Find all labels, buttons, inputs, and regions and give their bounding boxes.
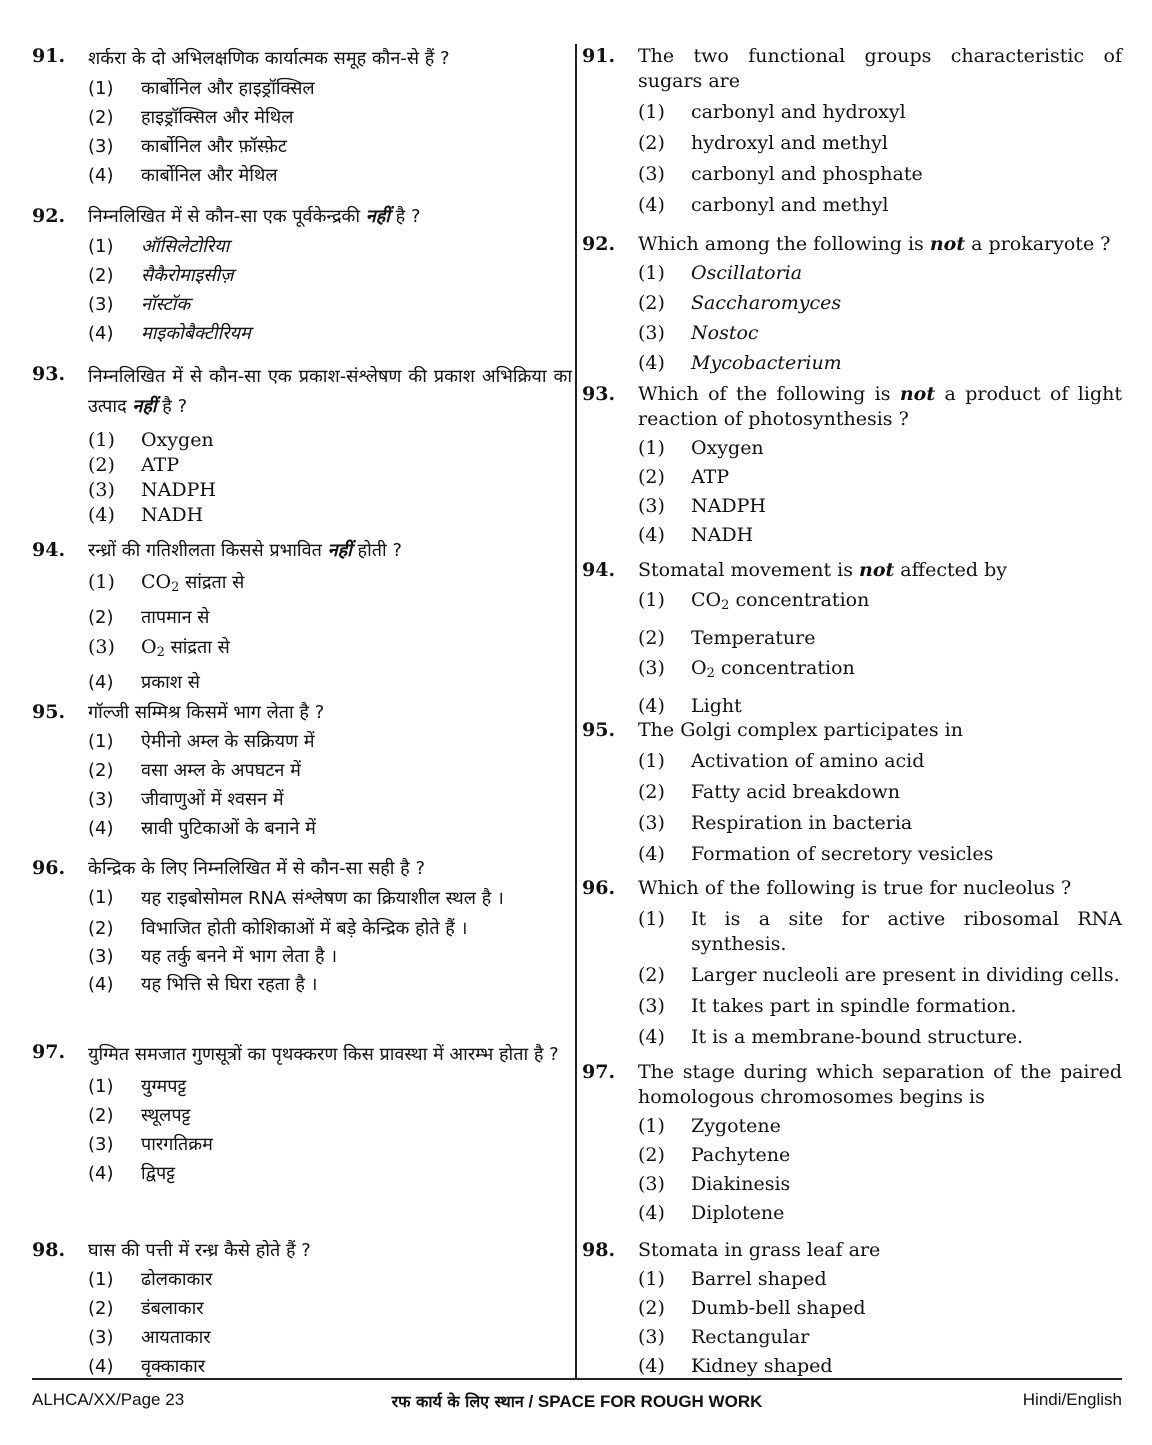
- option-number: (1): [638, 437, 665, 459]
- option-number: (3): [638, 812, 665, 834]
- option-number: (2): [638, 132, 665, 154]
- option-number: (1): [88, 1269, 114, 1290]
- option-number: (2): [88, 107, 114, 128]
- option-text: आयताकार: [141, 1327, 211, 1348]
- question-text-post: होती ?: [351, 540, 402, 561]
- question-text: युग्मित समजात गुणसूत्रों का पृथक्करण किस प्रावस्था में आरम्भ होता है ?: [88, 1044, 559, 1065]
- question-91-english: [582, 44, 1122, 232]
- option-text: Larger nucleoli are present in dividing cells.: [691, 964, 1120, 986]
- option: [88, 1354, 572, 1379]
- option-text: carbonyl and phosphate: [691, 163, 923, 185]
- question-92-hindi: [32, 204, 572, 362]
- option-number: (3): [88, 479, 115, 501]
- question-text: गॉल्जी सम्मिश्र किसमें भाग लेता है ?: [88, 702, 325, 723]
- option-number: (2): [88, 1298, 114, 1319]
- option-number: (2): [638, 627, 665, 649]
- option-text: ऑसिलेटोरिया: [141, 236, 230, 257]
- question-text: [638, 232, 1122, 257]
- option-text: वसा अम्ल के अपघटन में: [141, 760, 301, 781]
- option-number: (4): [88, 974, 114, 995]
- option: [88, 1325, 572, 1350]
- option: [638, 321, 1122, 346]
- option: [638, 193, 1122, 218]
- option-number: (4): [88, 323, 114, 344]
- option: [638, 656, 1122, 686]
- option: [88, 478, 572, 503]
- option-number: (2): [638, 1144, 665, 1166]
- option-number: (2): [638, 781, 665, 803]
- option-text: स्रावी पुटिकाओं के बनाने में: [141, 818, 316, 839]
- question-text: The Golgi complex participates in: [638, 719, 963, 741]
- option: [88, 670, 572, 695]
- question-text: [88, 362, 572, 422]
- option-text: [141, 635, 572, 665]
- rough-work-label: [32, 1390, 1122, 1412]
- option-number: (3): [638, 657, 665, 679]
- option-text: Dumb-bell shaped: [691, 1297, 866, 1319]
- option-text: Oxygen: [141, 429, 214, 451]
- option: [88, 428, 572, 453]
- option: [88, 787, 572, 812]
- option-number: (3): [638, 995, 665, 1017]
- subscript: 2: [721, 598, 730, 613]
- option: [88, 635, 572, 665]
- option-number: (1): [638, 589, 665, 611]
- option-text: Barrel shaped: [691, 1268, 827, 1290]
- option-number: (4): [88, 504, 115, 526]
- option: [638, 1025, 1122, 1050]
- option-text: NADH: [141, 504, 204, 526]
- option: [88, 453, 572, 478]
- option: [88, 816, 572, 841]
- question-text-post: है ?: [156, 396, 188, 417]
- question-text-pre: Which of the following is: [638, 383, 900, 405]
- option-text-rest: सांद्रता से: [164, 637, 230, 658]
- option-text: द्विपट्ट: [141, 1163, 176, 1184]
- option: [638, 1267, 1122, 1292]
- question-text: शर्करा के दो अभिलक्षणिक कार्यात्मक समूह कौन-से हैं ?: [88, 48, 450, 69]
- question-94-english: [582, 558, 1122, 718]
- option-number: (4): [88, 165, 114, 186]
- option-text: युग्मपट्ट: [141, 1076, 187, 1097]
- option: [88, 885, 572, 913]
- option-number: (1): [638, 1268, 665, 1290]
- question-text-pre: Which among the following is: [638, 233, 930, 255]
- option-text: Nostoc: [691, 322, 759, 344]
- option: [638, 588, 1122, 618]
- option: [88, 1103, 572, 1128]
- option-text: Mycobacterium: [691, 352, 842, 374]
- question-text-emphasis: not: [899, 383, 936, 405]
- option-text: carbonyl and hydroxyl: [691, 101, 906, 123]
- question-text: घास की पत्ती में रन्ध्र कैसे होते हैं ?: [88, 1240, 311, 1261]
- option: [88, 234, 572, 259]
- option-number: (3): [638, 495, 665, 517]
- option-number: (2): [88, 454, 115, 476]
- question-text: Which of the following is true for nucleolus ?: [638, 877, 1072, 899]
- question-text: The stage during which separation of the paired homologous chromosomes begins is: [638, 1061, 1122, 1108]
- question-text: Stomata in grass leaf are: [638, 1239, 881, 1261]
- option-number: (4): [638, 352, 665, 374]
- subscript: 2: [706, 666, 715, 681]
- option-text: नॉस्टॉक: [141, 294, 191, 315]
- question-number: 95.: [32, 701, 66, 723]
- option-text: यह तर्कु बनने में भाग लेता है ।: [141, 946, 338, 967]
- option: [638, 994, 1122, 1019]
- question-96-hindi: [32, 856, 572, 1040]
- option: [638, 626, 1122, 651]
- option-text: Oscillatoria: [691, 262, 803, 284]
- question-95-english: [582, 718, 1122, 876]
- option-text: Formation of secretory vesicles: [691, 843, 994, 865]
- question-text-emphasis: नहीं: [132, 396, 157, 417]
- option-number: (2): [88, 918, 114, 939]
- option: [638, 1354, 1122, 1379]
- option-text: Oxygen: [691, 437, 764, 459]
- question-95-hindi: [32, 700, 572, 856]
- column-divider: [575, 44, 577, 1378]
- question-number: 93.: [32, 363, 66, 385]
- option-text: Kidney shaped: [691, 1355, 833, 1377]
- option-number: (3): [88, 1134, 114, 1155]
- option: [638, 749, 1122, 774]
- option: [88, 292, 572, 317]
- option: [638, 162, 1122, 187]
- question-text-pre: रन्ध्रों की गतिशीलता किससे प्रभावित: [88, 540, 328, 561]
- footer-rule: [32, 1378, 1122, 1380]
- option: [88, 972, 572, 997]
- option-text: Fatty acid breakdown: [691, 781, 900, 803]
- question-93-hindi: [32, 362, 572, 538]
- question-text: [638, 382, 1122, 432]
- question-number: 94.: [582, 559, 616, 581]
- option-number: (4): [638, 524, 665, 546]
- option-number: (3): [88, 294, 114, 315]
- option: [638, 1172, 1122, 1197]
- page-footer: [32, 1386, 1122, 1416]
- option-number: (1): [88, 236, 114, 257]
- question-text: [88, 204, 572, 229]
- option-text: It is a site for active ribosomal RNA synthesis.: [691, 908, 1122, 955]
- question-text-post: a product of light reaction of photosynthesis ?: [638, 383, 1122, 430]
- option-number: (3): [88, 136, 114, 157]
- question-93-english: [582, 382, 1122, 558]
- question-text: The two functional groups characteristic of sugars are: [638, 45, 1122, 92]
- option: [88, 916, 572, 941]
- option: [88, 1267, 572, 1292]
- option-text: जीवाणुओं में श्वसन में: [141, 789, 284, 810]
- option-number: (2): [88, 760, 114, 781]
- option-number: (1): [638, 1115, 665, 1137]
- option: [638, 780, 1122, 805]
- option-text: Rectangular: [691, 1326, 810, 1348]
- option-text: कार्बोनिल और फ़ॉस्फ़ेट: [141, 136, 287, 157]
- option-number: (4): [638, 194, 665, 216]
- option: [88, 134, 572, 159]
- option-number: (1): [88, 78, 114, 99]
- question-text-pre: निम्नलिखित में से कौन-सा एक पूर्वकेन्द्रकी: [88, 206, 366, 227]
- question-number: 91.: [32, 45, 66, 67]
- option-text: Pachytene: [691, 1144, 791, 1166]
- option-text: It takes part in spindle formation.: [691, 995, 1017, 1017]
- option: [88, 321, 572, 346]
- option-number: (4): [88, 1356, 114, 1377]
- option-number: (2): [88, 1105, 114, 1126]
- option-number: (3): [88, 636, 115, 658]
- option-number: (2): [638, 1297, 665, 1319]
- option-number: (1): [638, 262, 665, 284]
- option-number: (3): [638, 163, 665, 185]
- option-text: विभाजित होती कोशिकाओं में बड़े केन्द्रिक होते हैं ।: [141, 918, 468, 939]
- option-text: डंबलाकार: [141, 1298, 204, 1319]
- option-text: [691, 588, 1122, 618]
- option: [638, 351, 1122, 376]
- option-text: यह भित्ति से घिरा रहता है ।: [141, 974, 318, 995]
- option: [88, 503, 572, 528]
- option: [88, 570, 572, 600]
- formula: O: [691, 657, 707, 679]
- option: [638, 1296, 1122, 1321]
- option-text: It is a membrane-bound structure.: [691, 1026, 1024, 1048]
- question-97-english: [582, 1060, 1122, 1238]
- option: [88, 105, 572, 130]
- option-text: [691, 656, 1122, 686]
- option-text: Light: [691, 695, 742, 717]
- question-number: 97.: [582, 1061, 616, 1083]
- option-text: तापमान से: [141, 607, 210, 628]
- option-number: (2): [88, 265, 114, 286]
- rough-work-english: SPACE FOR ROUGH WORK: [537, 1392, 763, 1411]
- option-text: पारगतिक्रम: [141, 1134, 213, 1155]
- option-text: Zygotene: [691, 1115, 781, 1137]
- option: [88, 605, 572, 630]
- option-text: Temperature: [691, 627, 816, 649]
- option-number: (2): [88, 607, 114, 628]
- option-text: hydroxyl and methyl: [691, 132, 888, 154]
- option-text: ऐमीनो अम्ल के सक्रियण में: [141, 731, 315, 752]
- option-text-rest: concentration: [714, 657, 855, 679]
- option-number: (1): [88, 887, 114, 908]
- option-text: Diplotene: [691, 1202, 785, 1224]
- option-number: (1): [638, 908, 665, 930]
- subscript: 2: [171, 580, 180, 595]
- language-label: Hindi/English: [1022, 1390, 1122, 1409]
- option-text: कार्बोनिल और मेथिल: [141, 165, 278, 186]
- formula: CO: [691, 589, 722, 611]
- option-text: NADH: [691, 524, 754, 546]
- option-number: (1): [638, 101, 665, 123]
- option: [88, 758, 572, 783]
- option: [638, 907, 1122, 957]
- question-96-english: [582, 876, 1122, 1060]
- option: [638, 1114, 1122, 1139]
- option: [88, 944, 572, 969]
- question-text-emphasis: नहीं: [365, 206, 390, 227]
- subscript: 2: [156, 645, 165, 660]
- option-number: (4): [638, 1355, 665, 1377]
- question-text-emphasis: not: [929, 233, 966, 255]
- option: [88, 263, 572, 288]
- option-text-rest: concentration: [729, 589, 870, 611]
- question-number: 97.: [32, 1041, 66, 1063]
- option-text: NADPH: [691, 495, 766, 517]
- rough-work-hindi: रफ कार्य के लिए स्थान: [391, 1392, 524, 1411]
- question-text-emphasis: नहीं: [327, 540, 352, 561]
- question-text-post: affected by: [894, 559, 1007, 581]
- option: [638, 465, 1122, 490]
- option-number: (3): [638, 1173, 665, 1195]
- option-number: (4): [638, 1202, 665, 1224]
- option-number: (4): [88, 672, 114, 693]
- formula: O: [141, 636, 157, 658]
- question-text: केन्द्रिक के लिए निम्नलिखित में से कौन-सा सही है ?: [88, 858, 426, 879]
- question-91-hindi: [32, 44, 572, 204]
- option: [638, 131, 1122, 156]
- question-98-hindi: [32, 1238, 572, 1378]
- option-text: सैकैरोमाइसीज़: [141, 265, 234, 286]
- option-number: (2): [638, 292, 665, 314]
- option-text: Diakinesis: [691, 1173, 791, 1195]
- hindi-column: [32, 44, 572, 1378]
- question-text-pre: निम्नलिखित में से कौन-सा एक प्रकाश-संश्लेषण की प्रकाश अभिक्रिया का उत्पाद: [88, 366, 572, 417]
- formula: CO: [141, 571, 172, 593]
- option-number: (4): [88, 1163, 114, 1184]
- option-number: (3): [638, 1326, 665, 1348]
- option-text: ATP: [141, 454, 180, 476]
- option-text: वृक्काकार: [141, 1356, 206, 1377]
- option-text: Saccharomyces: [691, 292, 842, 314]
- question-97-hindi: [32, 1040, 572, 1238]
- option-number: (4): [638, 1026, 665, 1048]
- option-text: यह राइबोसोमल RNA संश्लेषण का क्रियाशील स्थल है ।: [141, 888, 504, 909]
- option-text: NADPH: [141, 479, 216, 501]
- page-code: ALHCA/XX/Page 23: [32, 1390, 185, 1409]
- option-number: (2): [638, 964, 665, 986]
- question-text: [88, 538, 572, 563]
- question-text-post: a prokaryote ?: [965, 233, 1111, 255]
- option-number: (1): [88, 1076, 114, 1097]
- question-text-post: है ?: [389, 206, 421, 227]
- question-number: 92.: [582, 233, 616, 255]
- question-number: 93.: [582, 383, 616, 405]
- option: [638, 842, 1122, 867]
- question-number: 96.: [582, 877, 616, 899]
- option: [88, 1074, 572, 1099]
- option: [638, 494, 1122, 519]
- option-number: (3): [88, 789, 114, 810]
- option-text: कार्बोनिल और हाइड्रॉक्सिल: [141, 78, 315, 99]
- question-text-pre: Stomatal movement is: [638, 559, 859, 581]
- option-text: [141, 570, 572, 600]
- option: [638, 436, 1122, 461]
- question-number: 98.: [582, 1239, 616, 1261]
- question-text: [638, 558, 1122, 583]
- option-number: (1): [88, 731, 114, 752]
- question-number: 91.: [582, 45, 616, 67]
- question-94-hindi: [32, 538, 572, 700]
- option-number: (3): [638, 322, 665, 344]
- option: [88, 76, 572, 101]
- rough-work-separator: /: [523, 1392, 538, 1411]
- option: [638, 694, 1122, 719]
- option-number: (1): [638, 750, 665, 772]
- option-number: (3): [88, 946, 114, 967]
- option-text-rest: सांद्रता से: [179, 572, 245, 593]
- option: [638, 1201, 1122, 1226]
- option-number: (2): [638, 466, 665, 488]
- option-number: (3): [88, 1327, 114, 1348]
- option: [638, 100, 1122, 125]
- question-number: 92.: [32, 205, 66, 227]
- question-98-english: [582, 1238, 1122, 1378]
- question-text-emphasis: not: [859, 559, 895, 581]
- option-number: (1): [88, 429, 115, 451]
- option-text: ढोलकाकार: [141, 1269, 213, 1290]
- option: [88, 163, 572, 188]
- option-text: स्थूलपट्ट: [141, 1105, 191, 1126]
- option: [88, 1161, 572, 1186]
- option-text: Activation of amino acid: [691, 750, 925, 772]
- english-column: [582, 44, 1122, 1378]
- question-number: 94.: [32, 539, 66, 561]
- question-92-english: [582, 232, 1122, 382]
- option: [638, 1325, 1122, 1350]
- option-number: (1): [88, 571, 115, 593]
- option-number: (4): [638, 843, 665, 865]
- option: [88, 1132, 572, 1157]
- option: [638, 291, 1122, 316]
- question-number: 98.: [32, 1239, 66, 1261]
- option-text: Respiration in bacteria: [691, 812, 913, 834]
- question-number: 95.: [582, 719, 616, 741]
- option: [638, 963, 1122, 988]
- option: [88, 729, 572, 754]
- option: [638, 1143, 1122, 1168]
- option-number: (4): [88, 818, 114, 839]
- option: [638, 261, 1122, 286]
- option-text: प्रकाश से: [141, 672, 200, 693]
- option: [88, 1296, 572, 1321]
- option-number: (4): [638, 695, 665, 717]
- option-text: माइकोबैक्टीरियम: [141, 323, 251, 344]
- option: [638, 523, 1122, 548]
- option: [638, 811, 1122, 836]
- question-number: 96.: [32, 857, 66, 879]
- option-text: हाइड्रॉक्सिल और मेथिल: [141, 107, 294, 128]
- option-text: ATP: [691, 466, 730, 488]
- option-text: carbonyl and methyl: [691, 194, 889, 216]
